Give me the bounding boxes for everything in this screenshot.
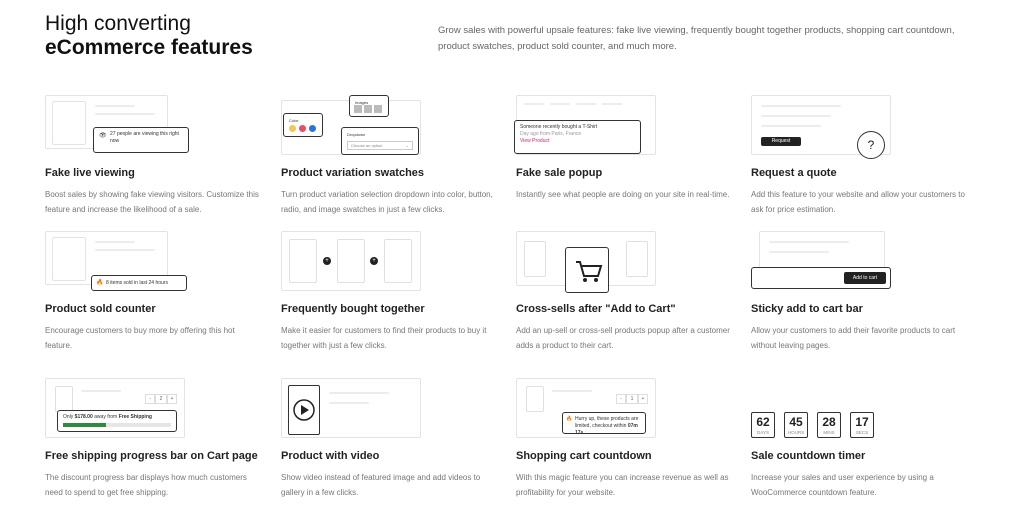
plus-icon: +: [323, 257, 331, 265]
countdown-timer-illustration: [751, 378, 951, 440]
feature-description: Allow your customers to add their favorite products to cart without leaving pages.: [751, 326, 956, 350]
shipping-bar-illustration: [45, 378, 245, 440]
fire-icon: 🔥: [96, 280, 104, 286]
product-video-illustration: [281, 378, 481, 440]
pink-swatch[interactable]: [299, 125, 306, 132]
sale-notification-popup: Someone recently bought a T-Shirt Day ago from Paris, France View Product: [514, 120, 641, 154]
shipping-progress-fill: [63, 423, 106, 427]
feature-title: Free shipping progress bar on Cart page: [45, 450, 258, 462]
sale-popup-illustration: [516, 95, 716, 157]
feature-description: Add an up-sell or cross-sell products popup after a customer adds a product to their cart.: [516, 326, 730, 350]
feature-description: With this magic feature you can increase revenue as well as profitability for your website.: [516, 473, 729, 497]
feature-description: Increase your sales and user experience by using a WooCommerce countdown feature.: [751, 473, 934, 497]
feature-title: Fake live viewing: [45, 167, 135, 179]
feature-title: Product variation swatches: [281, 167, 425, 179]
qty-plus-button[interactable]: +: [167, 394, 177, 404]
qty-plus-button[interactable]: +: [638, 394, 648, 404]
feature-title: Sticky add to cart bar: [751, 303, 863, 315]
timer-hours: 45 HOURS: [784, 412, 808, 438]
feature-description: Instantly see what people are doing on your site in real-time.: [516, 190, 730, 199]
feature-description: Turn product variation selection dropdown into color, button, radio, and image swatches in just a few clicks.: [281, 190, 493, 214]
feature-description: Encourage customers to buy more by offering this hot feature.: [45, 326, 235, 350]
feature-title: Cross-sells after "Add to Cart": [516, 303, 676, 315]
question-icon: ?: [857, 131, 885, 159]
blue-swatch[interactable]: [309, 125, 316, 132]
qty-value[interactable]: 2: [155, 394, 167, 404]
fake-live-viewing-illustration: [45, 95, 245, 157]
qty-minus-button[interactable]: -: [616, 394, 626, 404]
feature-title: Fake sale popup: [516, 167, 603, 179]
dropdown-popup: Dropdown Choose an option ⌄: [341, 127, 419, 155]
request-quote-illustration: [751, 95, 951, 157]
video-frame: [288, 385, 320, 435]
view-product-link[interactable]: View Product: [520, 138, 550, 144]
play-icon[interactable]: [289, 386, 319, 434]
swatches-illustration: [281, 95, 481, 157]
page-heading: [45, 12, 365, 60]
fire-icon: 🔥: [566, 416, 573, 422]
shopping-cart-icon: [566, 248, 610, 292]
viewing-popup: 👁 27 people are viewing this right now: [93, 127, 189, 153]
feature-title: Frequently bought together: [281, 303, 425, 315]
header-description: Grow sales with powerful upsale features: fake live viewing, frequently bought together products, shopping cart countdown, product swatches, product sold counter, and much more.: [438, 25, 955, 52]
qty-value[interactable]: 1: [626, 394, 638, 404]
feature-title: Sale countdown timer: [751, 450, 866, 462]
cart-countdown-illustration: [516, 378, 716, 440]
variation-select[interactable]: Choose an option ⌄: [347, 141, 413, 150]
shipping-progress-popup: Only $178.00 away from Free Shipping: [57, 410, 177, 432]
request-button[interactable]: Request: [761, 137, 801, 146]
sticky-cart-illustration: [751, 231, 951, 293]
add-to-cart-button[interactable]: Add to cart: [844, 272, 886, 284]
image-swatch-popup: Images: [349, 95, 389, 117]
feature-description: Make it easier for customers to find their products to buy it together with just a few clicks.: [281, 326, 487, 350]
feature-title: Product with video: [281, 450, 380, 462]
bought-together-illustration: [281, 231, 481, 293]
cart-countdown-popup: 🔥 Hurry up, these products are limited, checkout within 07m 17s: [562, 412, 646, 434]
sticky-cart-bar: [751, 267, 891, 289]
feature-description: Show video instead of featured image and add videos to gallery in a few clicks.: [281, 473, 481, 497]
plus-icon: +: [370, 257, 378, 265]
eye-icon: 👁: [99, 133, 107, 139]
qty-minus-button[interactable]: -: [145, 394, 155, 404]
heading-line-1: High converting: [45, 12, 191, 35]
sold-counter-illustration: [45, 231, 245, 293]
feature-description: Boost sales by showing fake viewing visitors. Customize this feature and increase the likelihood of a sale.: [45, 190, 259, 214]
color-swatch-popup: Color: [283, 113, 323, 137]
feature-description: The discount progress bar displays how much customers need to spend to get free shipping.: [45, 473, 247, 497]
feature-title: Product sold counter: [45, 303, 156, 315]
cart-popup: [565, 247, 609, 293]
feature-title: Shopping cart countdown: [516, 450, 652, 462]
timer-secs: 17 SECS: [850, 412, 874, 438]
feature-description: Add this feature to your website and allow your customers to ask for price estimation.: [751, 190, 965, 214]
shipping-progress-track: [63, 423, 171, 427]
sold-counter-popup: 🔥 8 items sold in last 24 hours: [91, 275, 187, 291]
timer-days: 62 DAYS: [751, 412, 775, 438]
heading-line-2: eCommerce features: [45, 36, 253, 59]
yellow-swatch[interactable]: [289, 125, 296, 132]
timer-mins: 28 MINS: [817, 412, 841, 438]
cross-sells-illustration: [516, 231, 716, 293]
feature-title: Request a quote: [751, 167, 837, 179]
chevron-down-icon: ⌄: [405, 143, 409, 148]
